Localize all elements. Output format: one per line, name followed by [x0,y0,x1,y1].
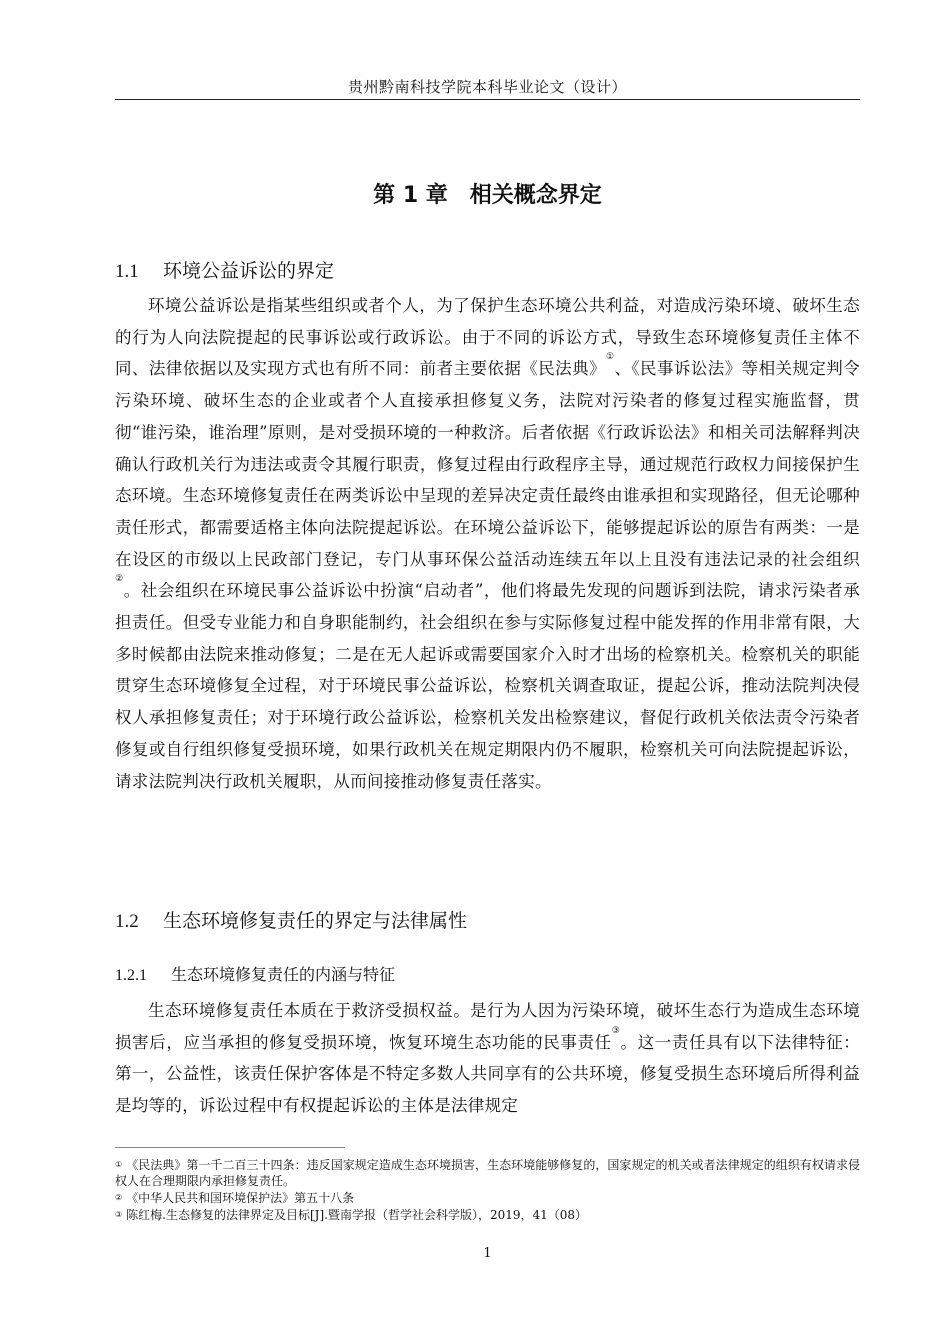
footnote-ref-1[interactable]: ① [605,352,615,363]
footnote-mark: ① [115,1160,123,1169]
section-title: 环境公益诉讼的界定 [163,260,335,282]
footnote-mark: ② [115,1193,123,1202]
paragraph-text: 环境公益诉讼是指某些组织或者个人，为了保护生态环境公共利益，对造成污染环境、破坏生态的行为人向法院提起的民事诉讼或行政诉讼。由于不同的诉讼方式，导致生态环境修复责任主体不同、法律依据以及实现方式也有所不同：前者主要依据《民法典》 [115,296,860,379]
paragraph-text: 。这一责任具有以下法律特征：第一，公益性，该责任保护客体是不特定多数人共同享有的公共环境，修复受损生态环境后所得利益是均等的，诉讼过程中有权提起诉讼的主体是法律规定 [115,1032,860,1116]
footnote-3 [115,1207,860,1223]
footnote-text: 陈红梅.生态修复的法律界定及目标[J].暨南学报（哲学社会科学版），2019，41（08） [126,1208,588,1222]
paragraph-text: 。社会组织在环境民事公益诉讼中扮演“启动者”，他们将最先发现的问题诉到法院，请求污染者承担责任。但受专业能力和自身职能制约，社会组织在参与实际修复过程中能发挥的作用非常有限，大多时候都由法院来推动修复；二是在无人起诉或需要国家介入时才出场的检察机关。检察机关的职能贯穿生态环境修复全过程，对于环境民事公益诉讼，检察机关调查取证，提起公诉，推动法院判决侵权人承担修复责任；对于环境行政公益诉讼，检察机关发出检察建议，督促行政机关依法责令污染者修复或自行组织修复受损环境，如果行政机关在规定期限内仍不履职，检察机关可向法院提起诉讼，请求法院判决行政机关履职，从而间接推动修复责任落实。 [115,581,860,791]
footnotes [115,1157,860,1224]
footnote-ref-3[interactable]: ③ [611,1025,621,1036]
footnote-1 [115,1157,860,1189]
subsection-title: 生态环境修复责任的内涵与特征 [171,965,396,984]
paragraph-text: 、《民事诉讼法》等相关规定判令污染环境、破坏生态的企业或者个人直接承担修复义务，法院对污染者的修复过程实施监督，贯彻“谁污染，谁治理”原则，是对受损环境的一种救济。后者依据《行政诉讼法》和相关司法解释判决确认行政机关行为违法或责令其履行职责，修复过程由行政程序主导，通过规范行政权力间接保护生态环境。生态环境修复责任在两类诉讼中呈现的差异决定责任最终由谁承担和实现路径，但无论哪种责任形式，都需要适格主体向法院提起诉讼。在环境公益诉讼下，能够提起诉讼的原告有两类：一是在设区的市级以上民政部门登记，专门从事环保公益活动连续五年以上且没有违法记录的社会组织 [115,359,861,569]
subsection-number: 1.2.1 [115,967,147,984]
section-number: 1.2 [115,911,139,932]
paragraph-text: 生态环境修复责任本质在于救济受损权益。是行为人因为污染环境，破坏生态行为造成生态环境损害后，应当承担的修复受损环境，恢复环境生态功能的民事责任 [115,1001,860,1052]
header-rule [115,99,860,100]
subsection-heading-1-2-1 [115,962,395,985]
chapter-title: 第 1 章 相关概念界定 [373,183,602,208]
footnote-2 [115,1190,860,1206]
running-header: 贵州黔南科技学院本科毕业论文（设计） [347,78,627,96]
section-heading-1-2 [115,906,467,933]
paragraph-1-1 [115,290,860,797]
section-title: 生态环境修复责任的界定与法律属性 [163,910,468,932]
footnote-ref-2[interactable]: ② [115,574,124,585]
page-number: 1 [483,1246,492,1261]
paragraph-1-2-1 [115,995,860,1122]
footnote-mark: ③ [115,1210,123,1219]
section-number: 1.1 [115,261,139,282]
footnote-text: 《中华人民共和国环境保护法》第五十八条 [126,1191,355,1205]
section-heading-1-1 [115,256,334,283]
footnote-text: 《民法典》第一千二百三十四条：违反国家规定造成生态环境损害，生态环境能够修复的，国家规定的机关或者法律规定的组织有权请求侵权人在合理期限内承担修复责任。 [115,1158,860,1188]
footnote-rule [115,1147,345,1148]
